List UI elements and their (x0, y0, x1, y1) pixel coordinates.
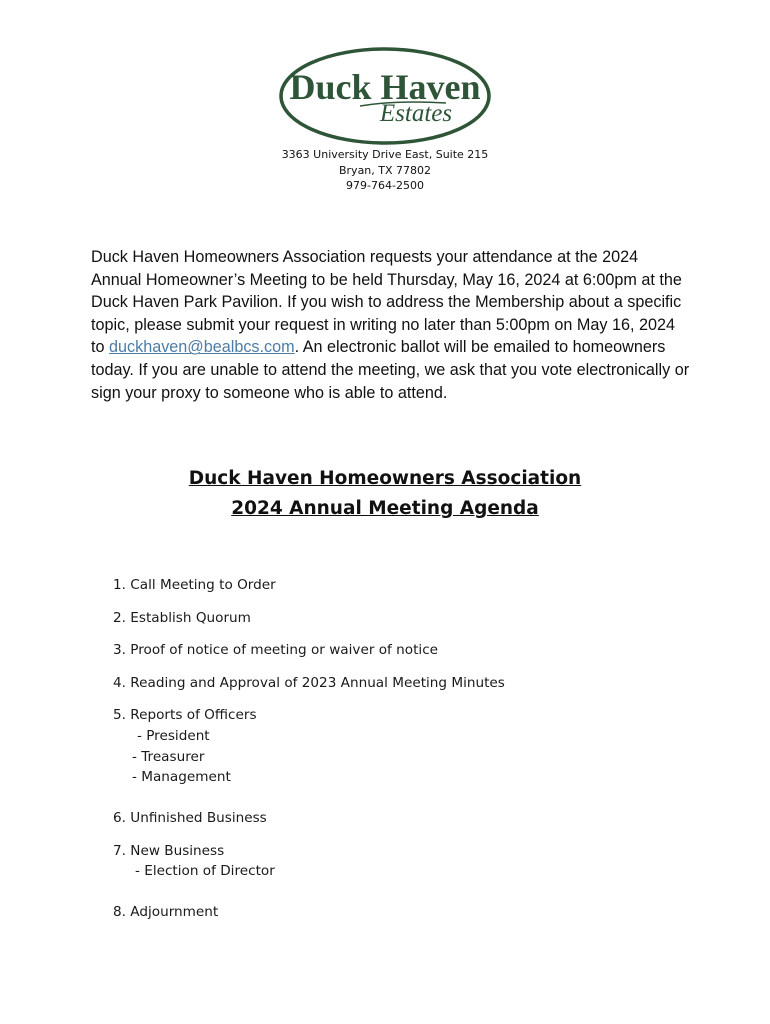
agenda-item-6: 6. Unfinished Business (113, 810, 267, 826)
agenda-item-1: 1. Call Meeting to Order (113, 577, 276, 593)
intro-text-after: . An electronic ballot will be emailed to homeowners today. If you are unable to attend the meeting, we ask that you vote electronically or sign your proxy to someone who is able to attend. (91, 338, 690, 402)
intro-text-before: Duck Haven Homeowners Association requests your attendance at the 2024 Annual Homeowner’s Meeting to be held Thursday, May 16, 2024 at 6:00pm at the Duck Haven Park Pavilion. If you wish to address the Membership about a specific topic, please submit your request in writing no later than 5:00pm on May 16, 2024 to (91, 248, 682, 357)
agenda-item-5: 5. Reports of Officers (113, 707, 257, 723)
agenda-title (0, 464, 770, 524)
intro-paragraph (91, 246, 691, 404)
duck-haven-logo (278, 46, 492, 146)
agenda-subitem-treasurer: - Treasurer (132, 749, 205, 765)
agenda-item-8: 8. Adjournment (113, 904, 219, 920)
agenda-title-association: Duck Haven Homeowners Association (188, 468, 582, 489)
agenda-item-7: 7. New Business (113, 843, 225, 859)
agenda-item-4: 4. Reading and Approval of 2023 Annual Meeting Minutes (113, 675, 505, 691)
logo-subtitle: Estates (379, 100, 453, 127)
address-city: Bryan, TX 77802 (338, 163, 432, 177)
agenda-subitem-president: - President (137, 728, 210, 744)
address-phone: 979-764-2500 (346, 179, 424, 192)
agenda-subitem-management: - Management (132, 769, 231, 785)
agenda-item-2: 2. Establish Quorum (113, 610, 251, 626)
agenda-item-3: 3. Proof of notice of meeting or waiver of notice (113, 642, 439, 658)
address-street: 3363 University Drive East, Suite 215 (281, 148, 489, 161)
email-link[interactable]: duckhaven@bealbcs.com (109, 338, 295, 357)
logo-title: Duck Haven (289, 67, 481, 107)
agenda-title-meeting: 2024 Annual Meeting Agenda (231, 498, 539, 519)
agenda-subitem-election: - Election of Director (135, 863, 275, 879)
address-block (0, 147, 770, 194)
logo-oval-graphic (278, 46, 492, 146)
